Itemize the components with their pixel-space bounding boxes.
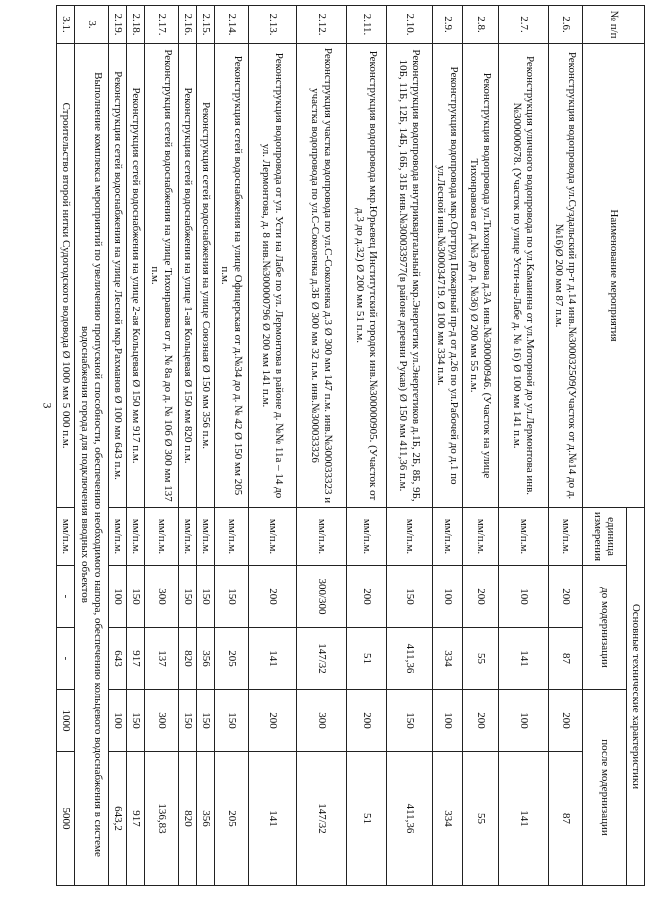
row-after-length: 87 — [549, 752, 583, 886]
row-before-diameter: 150 — [197, 566, 215, 628]
row-before-length: - — [57, 628, 75, 690]
row-before-diameter: 200 — [463, 566, 499, 628]
row-name: Реконструкция водопровода мкр.Оргтруд Пожарный пр-д от д.26 по ул.Рабочей до д.1 по ул.Лесной инв.№300034719. Ø 100 мм 334 п.м. — [433, 44, 463, 508]
header-name: Наименование мероприятия — [583, 44, 645, 508]
row-after-diameter: 300 — [297, 690, 347, 752]
row-before-length: 87 — [549, 628, 583, 690]
row-before-length: 334 — [433, 628, 463, 690]
row-before-diameter: 150 — [387, 566, 433, 628]
row-num: 2.19. — [109, 6, 127, 44]
row-before-length: 643 — [109, 628, 127, 690]
row-before-length: 141 — [249, 628, 297, 690]
row-unit: мм/п.м. — [109, 508, 127, 566]
row-before-length: 141 — [499, 628, 549, 690]
section-num: 3. — [75, 6, 109, 44]
row-before-diameter: 200 — [249, 566, 297, 628]
row-before-diameter: 150 — [127, 566, 145, 628]
row-after-diameter: 100 — [433, 690, 463, 752]
rotated-table-container — [59, 5, 645, 885]
row-num: 2.9. — [433, 6, 463, 44]
row-after-diameter: 100 — [109, 690, 127, 752]
row-name: Реконструкция водопровода от ул. Усти на Лабе по ул. Лермонтова в районе д. №№ 11а – 14 до ул. Лермонтова, д. 8 инв.№300000796 Ø 200 мм 141 п.м. — [249, 44, 297, 508]
table-row — [145, 6, 179, 886]
row-num: 2.16. — [179, 6, 197, 44]
row-num: 2.12. — [297, 6, 347, 44]
row-num: 2.15. — [197, 6, 215, 44]
row-unit: мм/п.м. — [145, 508, 179, 566]
header-before: до модернизации — [583, 566, 627, 690]
row-unit: мм/п.м. — [347, 508, 387, 566]
row-before-diameter: - — [57, 566, 75, 628]
row-after-length: 820 — [179, 752, 197, 886]
row-num: 2.8. — [463, 6, 499, 44]
section-row — [75, 6, 109, 886]
row-before-length: 820 — [179, 628, 197, 690]
row-after-diameter: 150 — [387, 690, 433, 752]
row-after-length: 147/32 — [297, 752, 347, 886]
row-num: 2.17. — [145, 6, 179, 44]
header-main: Основные технические характеристики — [627, 508, 645, 886]
row-name: Реконструкция водопровода ул.Тихонравова д.3А инв.№300000946. (Участок на улице Тихонравова от д.№3 до д. №36) Ø 200 мм 55 п.м. — [463, 44, 499, 508]
row-after-diameter: 150 — [215, 690, 249, 752]
row-name: Строительство второй нитки Судогодского водовода Ø 1000 мм 5 000 п.м. — [57, 44, 75, 508]
header-after: после модернизации — [583, 690, 627, 886]
row-after-length: 5000 — [57, 752, 75, 886]
row-before-length: 205 — [215, 628, 249, 690]
row-before-diameter: 150 — [215, 566, 249, 628]
row-name: Реконструкция уличного водопровода по ул.Камаинна от ул.Моторной до ул.Лермонтова инв.№300000678. (Участок по улице Усти-на-Лабе д. № 16) Ø 100 мм 141 п.м. — [499, 44, 549, 508]
row-num: 2.10. — [387, 6, 433, 44]
row-name: Реконструкция сетей водоснабжения на улице 2-ая Кольцевая Ø 150 мм 917 п.м. — [127, 44, 145, 508]
table-row — [463, 6, 499, 886]
row-num: 2.13. — [249, 6, 297, 44]
row-before-diameter: 100 — [499, 566, 549, 628]
table-row — [387, 6, 433, 886]
row-num: 3.1. — [57, 6, 75, 44]
row-after-diameter: 150 — [179, 690, 197, 752]
row-unit: мм/п.м. — [499, 508, 549, 566]
row-num: 2.11. — [347, 6, 387, 44]
row-after-length: 51 — [347, 752, 387, 886]
table-row — [215, 6, 249, 886]
row-num: 2.7. — [499, 6, 549, 44]
row-num: 2.18. — [127, 6, 145, 44]
row-before-diameter: 300/300 — [297, 566, 347, 628]
row-after-length: 136,83 — [145, 752, 179, 886]
table-header — [583, 6, 645, 886]
table-row — [549, 6, 583, 886]
row-after-length: 141 — [249, 752, 297, 886]
table-row — [127, 6, 145, 886]
row-name: Реконструкция сетей водоснабжения на улице Тихонравова от д. № 8а до д. № 10б Ø 300 мм 137 п.м. — [145, 44, 179, 508]
page-number: 3 — [40, 402, 55, 409]
row-unit: мм/п.м. — [57, 508, 75, 566]
row-before-length: 356 — [197, 628, 215, 690]
row-before-length: 51 — [347, 628, 387, 690]
row-before-length: 917 — [127, 628, 145, 690]
row-after-diameter: 1000 — [57, 690, 75, 752]
row-after-length: 334 — [433, 752, 463, 886]
row-after-diameter: 200 — [347, 690, 387, 752]
row-num: 2.14. — [215, 6, 249, 44]
row-after-length: 356 — [197, 752, 215, 886]
row-before-length: 411,36 — [387, 628, 433, 690]
row-unit: мм/п.м. — [433, 508, 463, 566]
row-name: Реконструкция водопровода внутриквартальный мкр.Энергетик ул.Энергетиков д.1Б, 2Б, 8Б, 9Б, 10Б, 11Б, 12Б, 14Б, 16Б, 31Б инв.№300033977(в районе деревни Рукав) Ø 150 мм 411,36 п.м. — [387, 44, 433, 508]
row-name: Реконструкция водопровода ул.Суздальский пр-т д.14 инв.№300032509(Участок от д.№14 до д.№16)Ø 200 мм 87 п.м. — [549, 44, 583, 508]
row-after-diameter: 200 — [463, 690, 499, 752]
row-unit: мм/п.м. — [127, 508, 145, 566]
table-row — [197, 6, 215, 886]
row-before-diameter: 200 — [549, 566, 583, 628]
row-before-length: 137 — [145, 628, 179, 690]
row-unit: мм/п.м. — [249, 508, 297, 566]
row-before-diameter: 150 — [179, 566, 197, 628]
row-unit: мм/п.м. — [179, 508, 197, 566]
row-name: Реконструкция водопровода мкр.Юрьевец Институтский городок инв.№300000905. (Участок от д.3 до д.32) Ø 200 мм 51 п.м. — [347, 44, 387, 508]
row-unit: мм/п.м. — [387, 508, 433, 566]
row-name: Реконструкция участка водопровода по ул.С-Соколенка д.3 Ø 300 мм 147 п.м. инв.№300033323 и участка водопровода по ул.С-Соколенка д.3Б Ø 300 мм 32 п.м. инв.№300033326 — [297, 44, 347, 508]
row-after-diameter: 100 — [499, 690, 549, 752]
table-row — [109, 6, 127, 886]
row-num: 2.6. — [549, 6, 583, 44]
row-unit: мм/п.м. — [297, 508, 347, 566]
row-after-length: 141 — [499, 752, 549, 886]
table-body — [57, 6, 583, 886]
table-row — [347, 6, 387, 886]
row-before-diameter: 100 — [109, 566, 127, 628]
row-after-length: 411,36 — [387, 752, 433, 886]
table-row — [499, 6, 549, 886]
row-before-length: 55 — [463, 628, 499, 690]
row-unit: мм/п.м. — [197, 508, 215, 566]
table-row — [179, 6, 197, 886]
row-after-length: 643,2 — [109, 752, 127, 886]
row-before-diameter: 100 — [433, 566, 463, 628]
row-before-diameter: 200 — [347, 566, 387, 628]
row-after-diameter: 300 — [145, 690, 179, 752]
header-unit: единица измерения — [583, 508, 627, 566]
row-unit: мм/п.м. — [463, 508, 499, 566]
measures-table — [56, 5, 645, 886]
row-unit: мм/п.м. — [549, 508, 583, 566]
row-unit: мм/п.м. — [215, 508, 249, 566]
row-before-diameter: 300 — [145, 566, 179, 628]
row-after-diameter: 150 — [197, 690, 215, 752]
row-after-diameter: 200 — [549, 690, 583, 752]
row-name: Реконструкция сетей водоснабжения на улице Союзная Ø 150 мм 356 п.м. — [197, 44, 215, 508]
table-row — [57, 6, 75, 886]
row-name: Реконструкция сетей водоснабжения на улице Лесной мкр.Рахманов Ø 100 мм 643 п.м. — [109, 44, 127, 508]
row-name: Реконструкция сетей водоснабжения на улице Офицерская от д.№34 до д. № 42 Ø 150 мм 205 п.м. — [215, 44, 249, 508]
header-num: № п/п — [583, 6, 645, 44]
row-after-length: 917 — [127, 752, 145, 886]
section-text: Выполнение комплекса мероприятий по увеличению пропускной способности, обеспечению необходимого напора, обеспечению кольцевого водоснабжения в системе водоснабжения города для подключения вводных объектов — [75, 44, 109, 886]
table-row — [249, 6, 297, 886]
table-row — [297, 6, 347, 886]
row-after-diameter: 150 — [127, 690, 145, 752]
row-after-diameter: 200 — [249, 690, 297, 752]
row-after-length: 55 — [463, 752, 499, 886]
row-name: Реконструкция сетей водоснабжения на улице 1-ая Кольцевая Ø 150 мм 820 п.м. — [179, 44, 197, 508]
row-after-length: 205 — [215, 752, 249, 886]
table-row — [433, 6, 463, 886]
row-before-length: 147/32 — [297, 628, 347, 690]
